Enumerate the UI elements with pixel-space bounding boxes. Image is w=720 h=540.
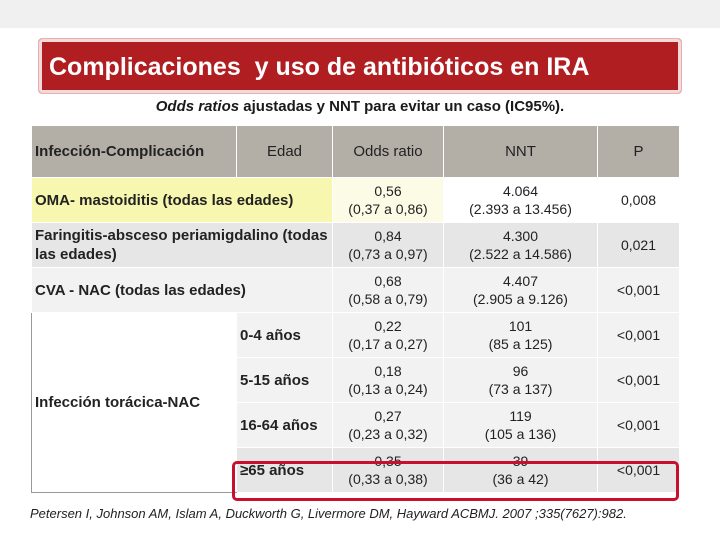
table-row [32, 178, 680, 223]
odds-ratio-cell [333, 268, 444, 313]
or-ci: (0,73 a 0,97) [348, 246, 428, 262]
row-label: CVA - NAC (todas las edades) [32, 268, 333, 313]
or-value: 0,68 [374, 273, 402, 289]
nnt-cell [444, 403, 598, 448]
p-cell: <0,001 [598, 268, 680, 313]
nnt-ci: (2.905 a 9.126) [473, 291, 568, 307]
age-cell: 5-15 años [237, 358, 333, 403]
nnt-cell [444, 223, 598, 268]
row-label: OMA- mastoiditis (todas las edades) [32, 178, 333, 223]
nnt-value: 4.064 [502, 183, 539, 199]
p-cell: <0,001 [598, 448, 680, 493]
or-ci: (0,13 a 0,24) [348, 381, 428, 397]
odds-ratio-cell [333, 178, 444, 223]
table-row [32, 268, 680, 313]
group-label: Infección torácica-NAC [32, 313, 237, 493]
or-value: 0,35 [374, 453, 402, 469]
highlight-frame [232, 461, 679, 501]
or-value: 0,18 [374, 363, 402, 379]
p-cell: <0,001 [598, 313, 680, 358]
header-age: Edad [237, 126, 333, 178]
odds-ratio-cell [333, 313, 444, 358]
or-ci: (0,33 a 0,38) [348, 471, 428, 487]
or-ci: (0,58 a 0,79) [348, 291, 428, 307]
nnt-ci: (85 a 125) [488, 336, 553, 352]
nnt-value: 119 [509, 408, 532, 424]
nnt-cell [444, 268, 598, 313]
subtitle-italic: Odds ratios [155, 98, 240, 115]
table-subtitle [0, 98, 720, 115]
nnt-cell [444, 358, 598, 403]
nnt-value: 39 [512, 453, 529, 469]
or-ci: (0,17 a 0,27) [348, 336, 428, 352]
age-cell: 0-4 años [237, 313, 333, 358]
nnt-value: 4.300 [502, 228, 539, 244]
nnt-ci: (2.393 a 13.456) [469, 201, 572, 217]
or-value: 0,27 [374, 408, 402, 424]
odds-ratio-cell [333, 223, 444, 268]
subtitle-rest: ajustadas y NNT para evitar un caso (IC95%). [239, 98, 565, 115]
top-bar [0, 0, 720, 28]
nnt-value: 96 [512, 363, 529, 379]
p-cell: 0,021 [598, 223, 680, 268]
or-ci: (0,23 a 0,32) [348, 426, 428, 442]
nnt-ci: (105 a 136) [484, 426, 557, 442]
nnt-value: 4.407 [502, 273, 539, 289]
row-label: Faringitis-absceso periamigdalino (todas las edades) [32, 223, 333, 268]
citation: Petersen I, Johnson AM, Islam A, Duckworth G, Livermore DM, Hayward ACBMJ. 2007 ;335(7627):982. [30, 506, 627, 521]
table-row [32, 223, 680, 268]
or-value: 0,56 [374, 183, 402, 199]
nnt-ci: (73 a 137) [488, 381, 553, 397]
p-cell: <0,001 [598, 403, 680, 448]
or-value: 0,22 [374, 318, 402, 334]
header-infection: Infección-Complicación [32, 126, 237, 178]
or-value: 0,84 [374, 228, 402, 244]
slide-title: Complicaciones y uso de antibióticos en IRA [38, 38, 682, 94]
nnt-value: 101 [508, 318, 533, 334]
odds-ratio-cell [333, 403, 444, 448]
header-nnt: NNT [444, 126, 598, 178]
age-cell: ≥65 años [237, 448, 333, 493]
age-cell: 16-64 años [237, 403, 333, 448]
odds-ratio-cell [333, 358, 444, 403]
table-header-row [32, 126, 680, 178]
or-ci: (0,37 a 0,86) [348, 201, 428, 217]
p-cell: <0,001 [598, 358, 680, 403]
header-p: P [598, 126, 680, 178]
nnt-ci: (36 a 42) [492, 471, 549, 487]
nnt-cell [444, 313, 598, 358]
table-row [32, 313, 680, 358]
header-odds-ratio: Odds ratio [333, 126, 444, 178]
p-cell: 0,008 [598, 178, 680, 223]
odds-ratio-table [31, 125, 680, 493]
nnt-ci: (2.522 a 14.586) [469, 246, 572, 262]
nnt-cell [444, 178, 598, 223]
